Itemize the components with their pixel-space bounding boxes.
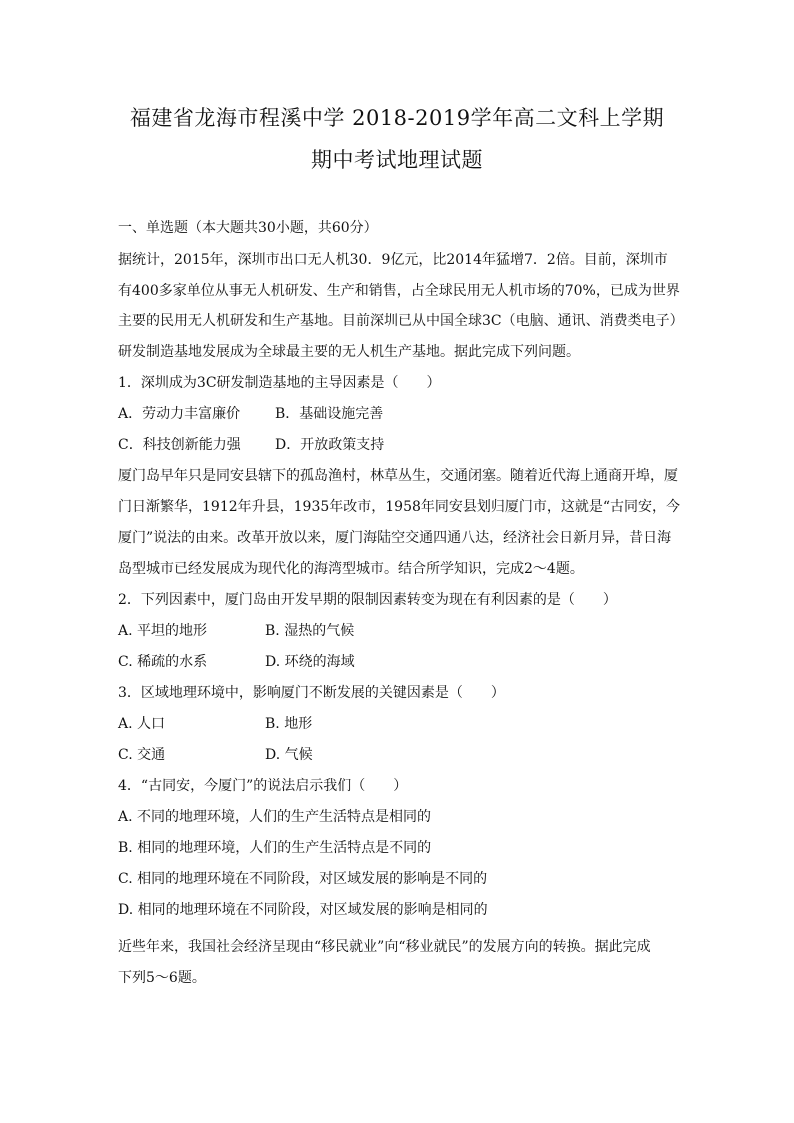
question-stem: 2．下列因素中，厦门岛由开发早期的限制因素转变为现在有利因素的是（ ） [118, 592, 617, 608]
option-a: A．劳动力丰富廉价 [118, 406, 241, 422]
option-c: C．科技创新能力强 [118, 437, 241, 453]
passage-line: 据统计，2015年，深圳市出口无人机30．9亿元，比2014年猛增7．2倍。目前，深圳市 [118, 252, 668, 268]
option-b: B．基础设施完善 [275, 406, 384, 422]
option-a: A. 平坦的地形 [118, 623, 208, 639]
passage-line: 厦门岛早年只是同安县辖下的孤岛渔村，林草丛生，交通闭塞。随着近代海上通商开埠，厦 [118, 468, 678, 484]
option-c: C. 稀疏的水系 [118, 654, 208, 670]
passage-line: 岛型城市已经发展成为现代化的海湾型城市。结合所学知识，完成2～4题。 [118, 561, 584, 577]
passage-line: 近些年来，我国社会经济呈现由“移民就业”向“移业就民”的发展方向的转换。据此完成 [118, 939, 651, 955]
question-stem: 3．区域地理环境中，影响厦门不断发展的关键因素是（ ） [118, 685, 505, 701]
question-stem: 4．“古同安，今厦门”的说法启示我们（ ） [118, 778, 408, 794]
option-d: D. 气候 [265, 747, 313, 763]
option-c: C. 交通 [118, 747, 166, 763]
option-d: D. 环绕的海域 [265, 654, 355, 670]
question-stem: 1．深圳成为3C研发制造基地的主导因素是（ ） [118, 375, 441, 391]
option-b: B. 地形 [265, 716, 313, 732]
option-b: B. 湿热的气候 [265, 623, 355, 639]
option-d: D. 相同的地理环境在不同阶段，对区域发展的影响是相同的 [118, 902, 488, 918]
option-b: B. 相同的地理环境，人们的生产生活特点是不同的 [118, 840, 432, 856]
passage-line: 门日渐繁华，1912年升县，1935年改市，1958年同安县划归厦门市，这就是“古同安，今 [118, 499, 681, 515]
passage-line: 厦门”说法的由来。改革开放以来，厦门海陆空交通四通八达，经济社会日新月异，昔日海 [118, 530, 672, 546]
option-c: C. 相同的地理环境在不同阶段，对区域发展的影响是不同的 [118, 871, 488, 887]
document-title-line-1: 福建省龙海市程溪中学 2018-2019学年高二文科上学期 [129, 106, 665, 130]
passage-line: 主要的民用无人机研发和生产基地。目前深圳已从中国全球3C（电脑、通讯、消费类电子） [118, 313, 684, 329]
passage-line: 研发制造基地发展成为全球最主要的无人机生产基地。据此完成下列问题。 [118, 344, 580, 360]
option-a: A. 人口 [118, 716, 166, 732]
option-a: A. 不同的地理环境，人们的生产生活特点是相同的 [118, 809, 432, 825]
option-d: D．开放政策支持 [275, 437, 385, 453]
document-title-line-2: 期中考试地理试题 [311, 148, 483, 172]
section-header: 一、单选题（本大题共30小题，共60分） [118, 220, 378, 236]
passage-line: 有400多家单位从事无人机研发、生产和销售，占全球民用无人机市场的70%，已成为世界 [118, 283, 680, 299]
passage-line: 下列5～6题。 [118, 970, 206, 986]
